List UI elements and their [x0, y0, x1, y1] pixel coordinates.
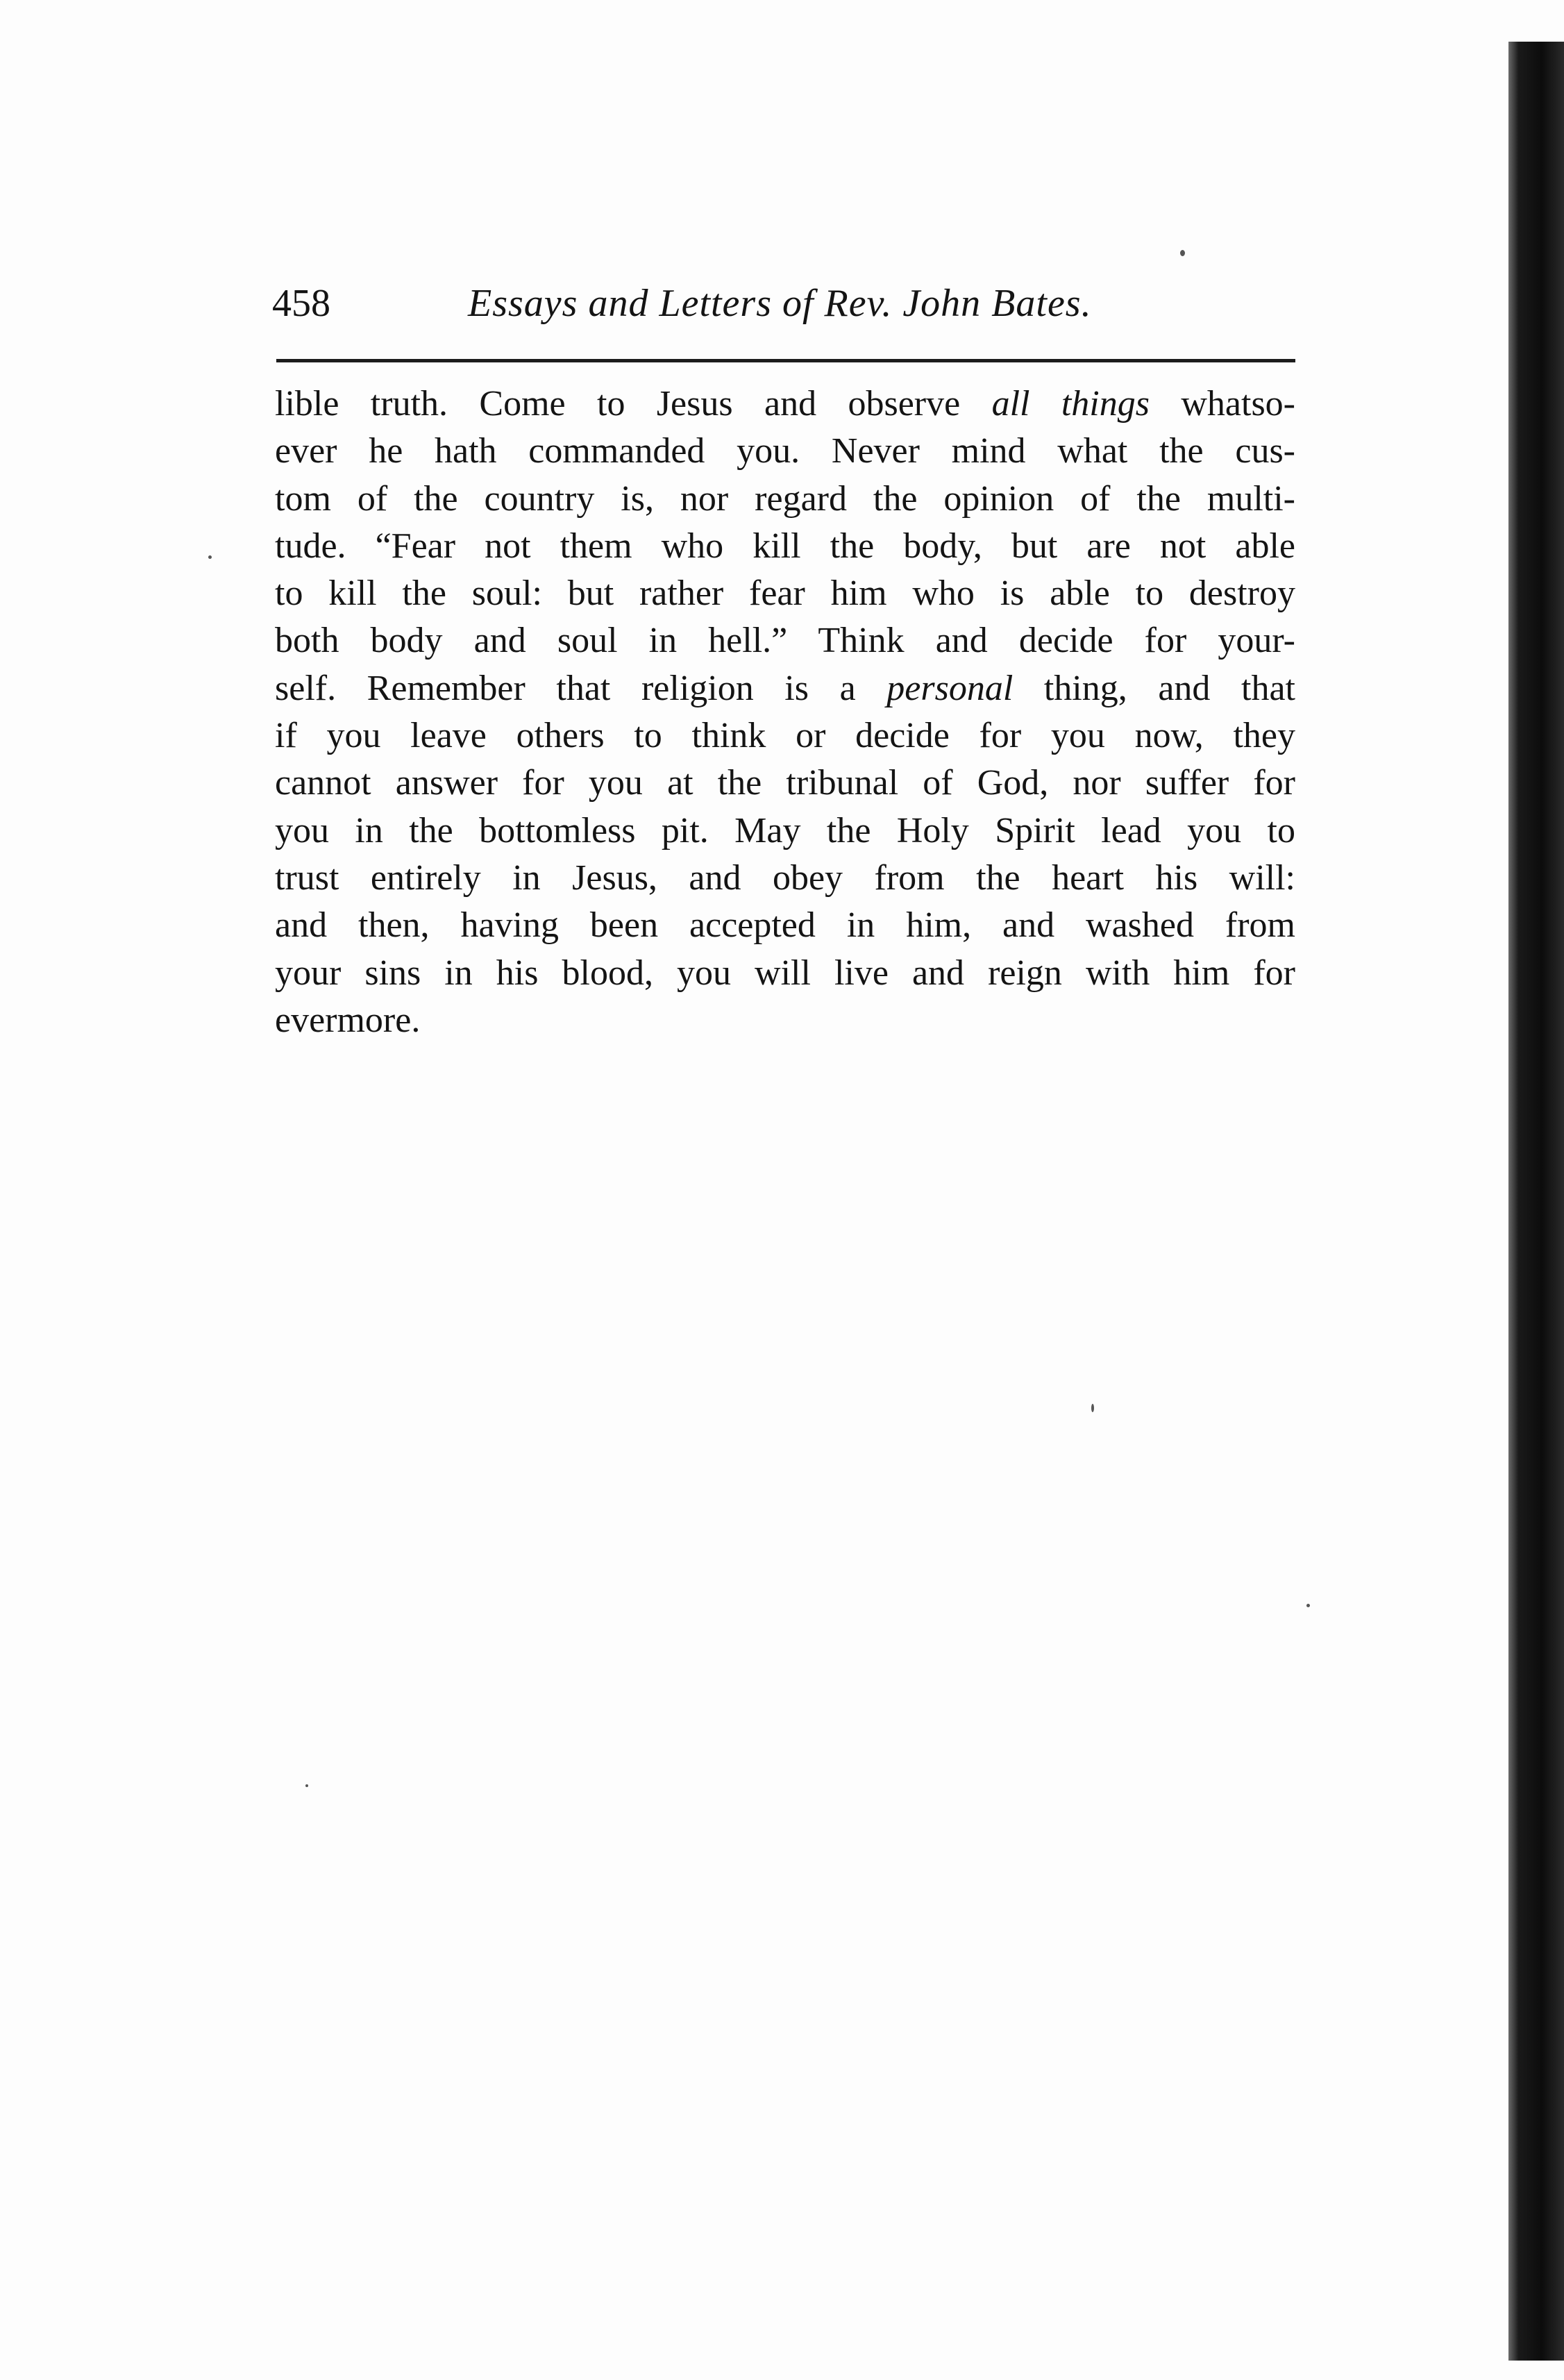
- text-line: trust entirely in Jesus, and obey from the heart his will:: [275, 857, 1295, 898]
- text-line: lible truth. Come to Jesus and observe all things whatso-: [275, 384, 1296, 424]
- text-line-last: evermore.: [275, 1000, 421, 1040]
- text-line: your sins in his blood, you will live and reign with him for: [275, 953, 1295, 993]
- page-binding-edge: [1508, 14, 1564, 2361]
- text-line: to kill the soul: but rather fear him who is able to destroy: [275, 573, 1295, 614]
- text-line: both body and soul in hell.” Think and decide for your-: [275, 621, 1295, 661]
- edge-gap: [1508, 14, 1564, 42]
- scan-speck: [208, 555, 212, 559]
- running-title: Essays and Letters of Rev. John Bates.: [468, 282, 1092, 325]
- scan-speck: [1180, 250, 1185, 256]
- scan-speck: [1306, 1604, 1310, 1607]
- text-line: tude. “Fear not them who kill the body, but are not able: [275, 526, 1295, 566]
- scan-speck: [1091, 1404, 1094, 1412]
- text-line: you in the bottomless pit. May the Holy Spirit lead you to: [275, 810, 1295, 850]
- text-line: tom of the country is, nor regard the opinion of the multi-: [275, 478, 1295, 519]
- text-line: and then, having been accepted in him, and washed from: [275, 905, 1295, 946]
- page-number: 458: [272, 282, 330, 325]
- text-line: self. Remember that religion is a personal thing, and that: [275, 668, 1295, 708]
- text-line: if you leave others to think or decide for you now, they: [275, 716, 1295, 756]
- body-text: [275, 380, 1295, 1044]
- text-line: cannot answer for you at the tribunal of God, nor suffer for: [275, 763, 1295, 803]
- scan-speck: [305, 1784, 308, 1787]
- header-rule: [276, 359, 1295, 362]
- text-line: ever he hath commanded you. Never mind what the cus-: [275, 431, 1295, 471]
- running-head: [272, 274, 1300, 351]
